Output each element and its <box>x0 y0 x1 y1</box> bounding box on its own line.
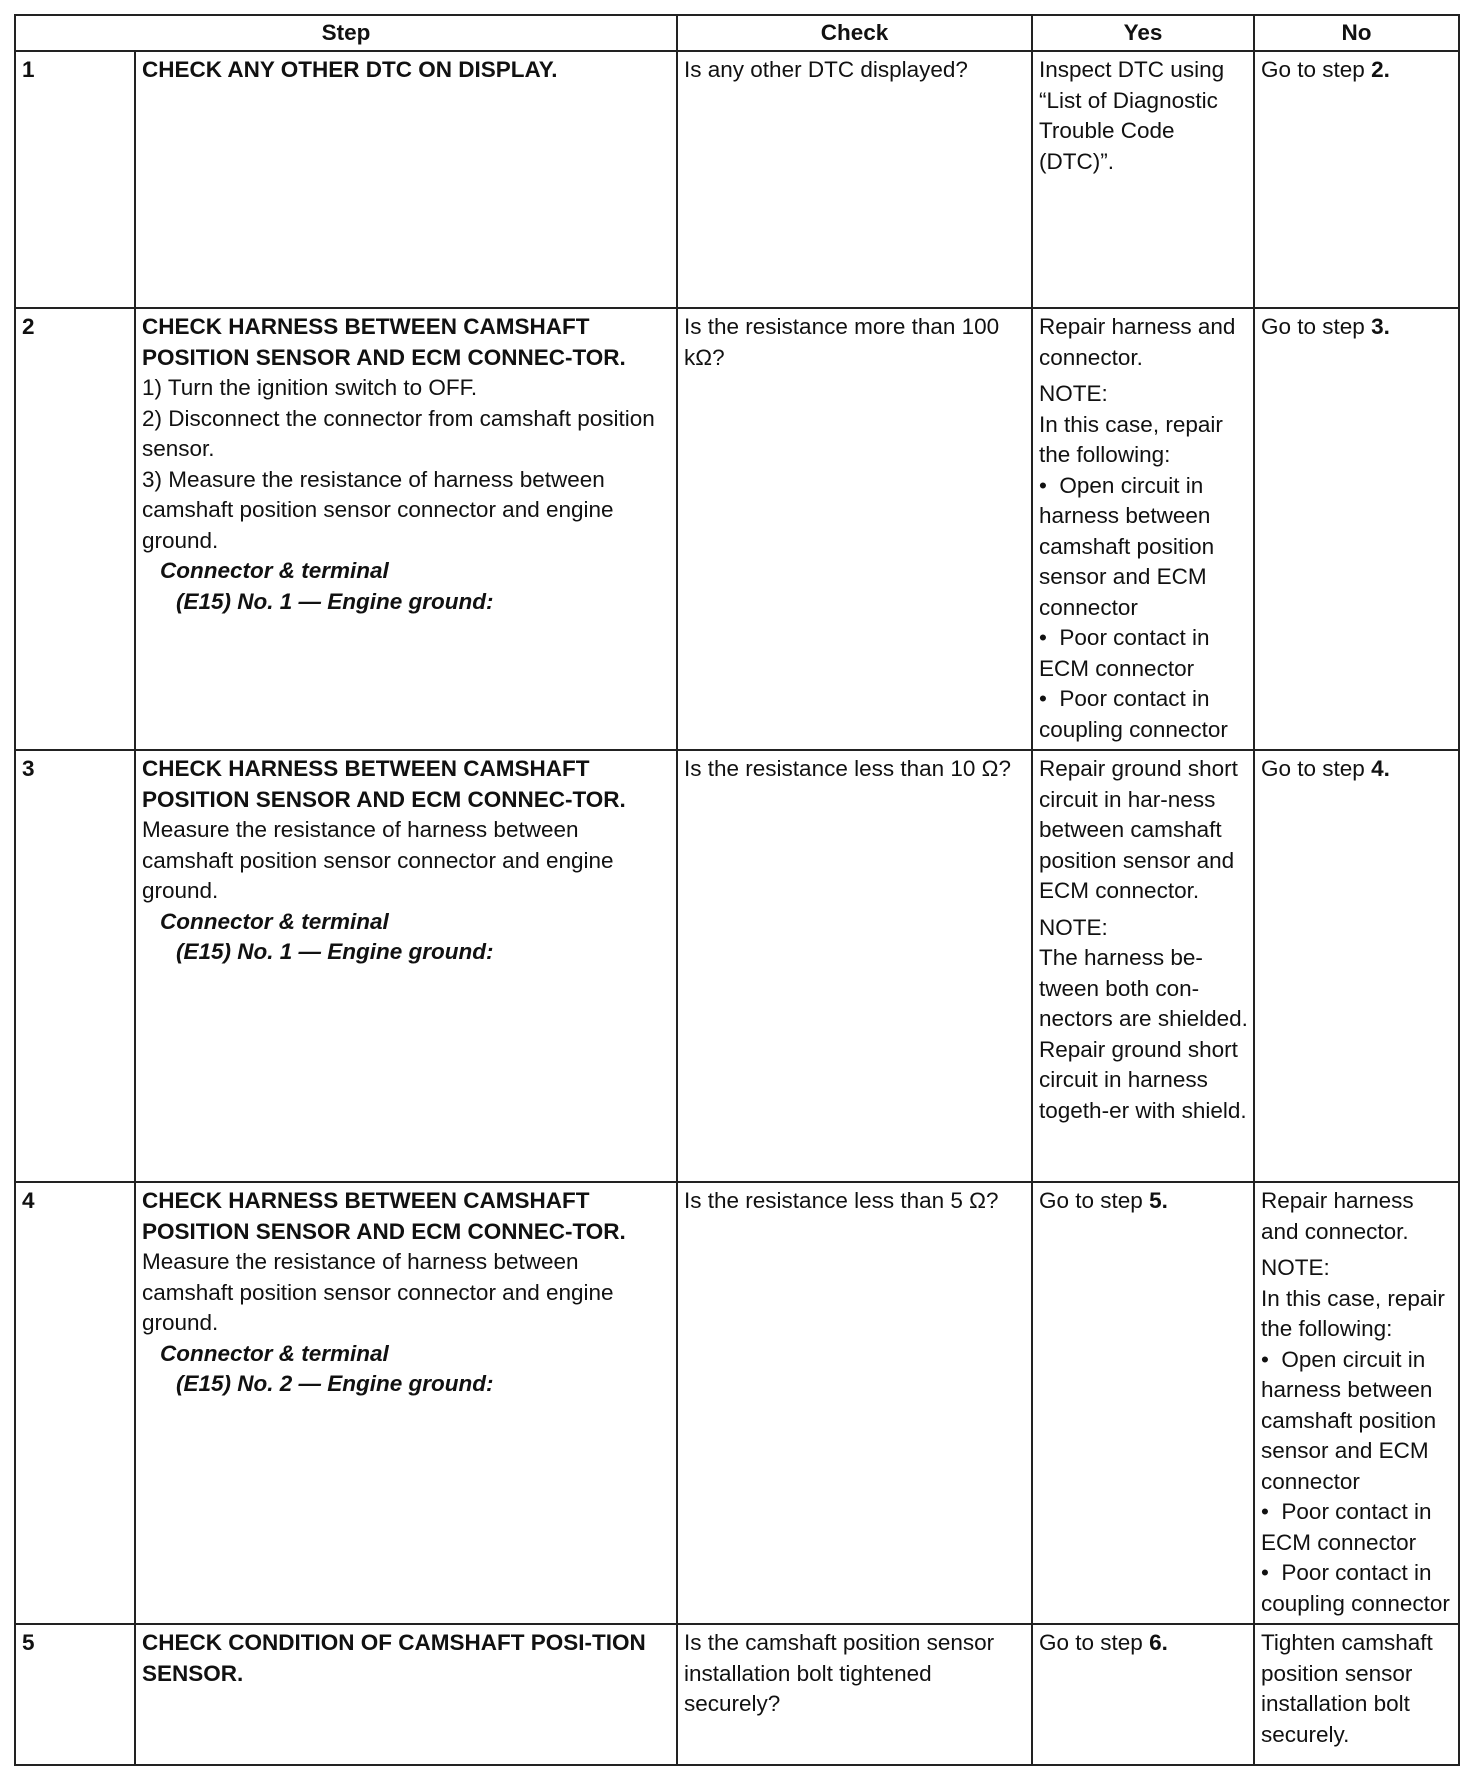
header-yes: Yes <box>1032 15 1254 51</box>
check-cell: Is any other DTC displayed? <box>677 51 1032 308</box>
connector-label: Connector & terminal <box>160 1340 389 1366</box>
procedure-step: 3) Measure the resistance of harness between camshaft position sensor connector and engine ground. <box>142 466 614 553</box>
header-no: No <box>1254 15 1459 51</box>
table-row <box>15 308 1459 750</box>
no-cell <box>1254 51 1459 308</box>
step-ref: 5. <box>1149 1188 1168 1213</box>
yes-cell <box>1032 1182 1254 1624</box>
yes-main: Repair harness and connector. <box>1039 314 1236 370</box>
no-cell <box>1254 308 1459 750</box>
note-label: NOTE: <box>1039 381 1108 406</box>
note-bullet: • Poor contact in coupling connector <box>1261 1558 1453 1619</box>
note-bullet: • Open circuit in harness between camshaft position sensor and ECM connector <box>1039 471 1248 624</box>
header-row <box>15 15 1459 51</box>
step-cell <box>135 1624 677 1765</box>
table-row <box>15 1182 1459 1624</box>
table-row <box>15 51 1459 308</box>
note-bullet: • Poor contact in ECM connector <box>1039 623 1248 684</box>
no-cell <box>1254 1182 1459 1624</box>
procedure-step: 1) Turn the ignition switch to OFF. <box>142 375 478 400</box>
step-cell <box>135 308 677 750</box>
connector-value: (E15) No. 1 — Engine ground: <box>176 588 494 614</box>
yes-text: Go to step <box>1039 1188 1150 1213</box>
connector-label: Connector & terminal <box>160 908 389 934</box>
note-text: In this case, repair the following: <box>1039 411 1223 467</box>
step-number: 4 <box>15 1182 135 1624</box>
yes-cell <box>1032 1624 1254 1765</box>
yes-text: Go to step <box>1039 1630 1150 1655</box>
step-number: 3 <box>15 750 135 1182</box>
diagnostic-table <box>14 14 1460 1766</box>
step-title: CHECK HARNESS BETWEEN CAMSHAFT POSITION SENSOR AND ECM CONNEC-TOR. <box>142 1188 626 1244</box>
check-cell: Is the resistance more than 100 kΩ? <box>677 308 1032 750</box>
procedure-text: Measure the resistance of harness between camshaft position sensor connector and engine ground. <box>142 817 614 903</box>
no-text: Go to step <box>1261 314 1372 339</box>
header-step: Step <box>15 15 677 51</box>
check-cell: Is the resistance less than 5 Ω? <box>677 1182 1032 1624</box>
step-title: CHECK HARNESS BETWEEN CAMSHAFT POSITION SENSOR AND ECM CONNEC-TOR. <box>142 314 626 370</box>
check-cell: Is the camshaft position sensor installation bolt tightened securely? <box>677 1624 1032 1765</box>
step-title: CHECK HARNESS BETWEEN CAMSHAFT POSITION SENSOR AND ECM CONNEC-TOR. <box>142 756 626 812</box>
note-label: NOTE: <box>1039 914 1108 940</box>
step-cell <box>135 750 677 1182</box>
note-bullet: • Poor contact in coupling connector <box>1039 684 1248 745</box>
header-check: Check <box>677 15 1032 51</box>
step-ref: 3. <box>1371 314 1390 339</box>
note-text: The harness be-tween both con-nectors are shielded. Repair ground short circuit in harness togeth-er with shield. <box>1039 945 1248 1123</box>
no-cell <box>1254 750 1459 1182</box>
connector-label: Connector & terminal <box>160 558 389 583</box>
step-ref: 4. <box>1371 756 1390 781</box>
no-main: Repair harness and connector. <box>1261 1188 1414 1244</box>
yes-cell <box>1032 308 1254 750</box>
connector-value: (E15) No. 1 — Engine ground: <box>176 939 494 964</box>
yes-main: Repair ground short circuit in har-ness between camshaft position sensor and ECM connector. <box>1039 756 1238 903</box>
step-title: CHECK CONDITION OF CAMSHAFT POSI-TION SENSOR. <box>142 1630 646 1686</box>
procedure-text: Measure the resistance of harness between camshaft position sensor connector and engine ground. <box>142 1249 614 1335</box>
step-number: 5 <box>15 1624 135 1765</box>
connector-value: (E15) No. 2 — Engine ground: <box>176 1371 494 1396</box>
yes-cell <box>1032 750 1254 1182</box>
check-cell: Is the resistance less than 10 Ω? <box>677 750 1032 1182</box>
step-ref: 2. <box>1371 57 1390 82</box>
step-cell <box>135 1182 677 1624</box>
step-ref: 6. <box>1149 1630 1168 1655</box>
no-text: Go to step <box>1261 57 1372 82</box>
no-text: Go to step <box>1261 756 1372 781</box>
step-title: CHECK ANY OTHER DTC ON DISPLAY. <box>142 57 558 82</box>
yes-cell: Inspect DTC using “List of Diagnostic Trouble Code (DTC)”. <box>1032 51 1254 308</box>
step-number: 2 <box>15 308 135 750</box>
table-row <box>15 1624 1459 1765</box>
step-cell <box>135 51 677 308</box>
note-label: NOTE: <box>1261 1255 1330 1280</box>
no-cell: Tighten camshaft position sensor installation bolt securely. <box>1254 1624 1459 1765</box>
procedure-step: 2) Disconnect the connector from camshaft position sensor. <box>142 405 655 461</box>
step-number: 1 <box>15 51 135 308</box>
note-bullet: • Poor contact in ECM connector <box>1261 1497 1453 1558</box>
note-bullet: • Open circuit in harness between camshaft position sensor and ECM connector <box>1261 1345 1453 1498</box>
note-text: In this case, repair the following: <box>1261 1285 1445 1341</box>
table-row <box>15 750 1459 1182</box>
